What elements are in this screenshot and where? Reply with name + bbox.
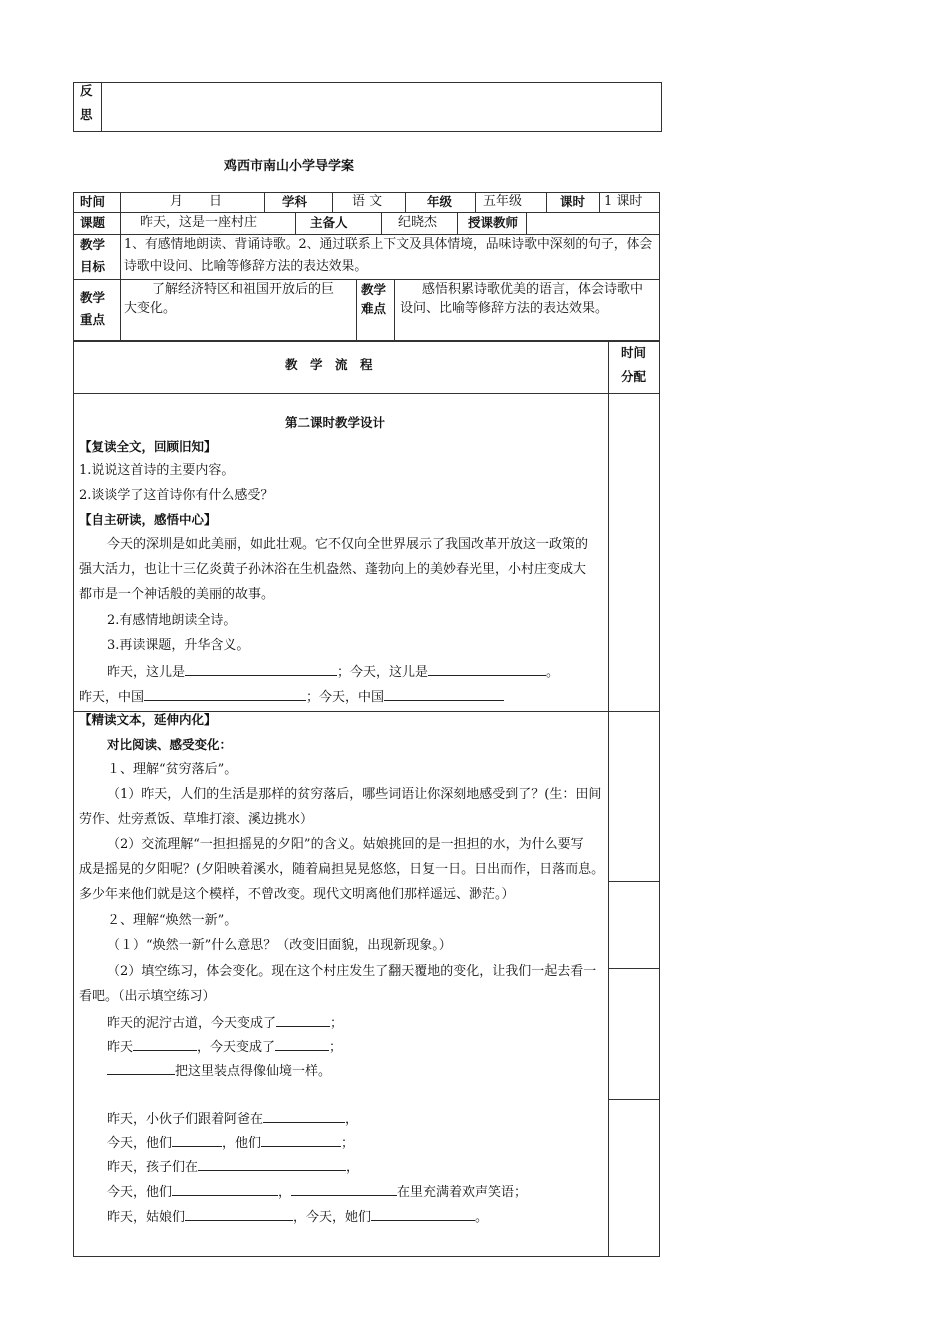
- exercise-line-3: 把这里装点得像仙境一样。: [107, 1062, 331, 1081]
- section1-para-line-2: 强大活力，也让十三亿炎黄子孙沐浴在生机盎然、蓬勃向上的美妙春光里，小村庄变成大: [79, 562, 587, 577]
- reflection-label-1: 反: [80, 83, 93, 98]
- fill-blank[interactable]: [185, 1208, 293, 1221]
- exercise-line-1: 昨天的泥泞古道，今天变成了 ；: [107, 1016, 344, 1031]
- section1-step-2: 2.有感情地朗读全诗。: [107, 613, 237, 628]
- fill-blank[interactable]: [371, 1208, 475, 1221]
- exercise-line-6: 昨天，孩子们在 ，: [107, 1160, 360, 1175]
- time-alloc-label-1: 时间: [621, 345, 647, 360]
- subject-value: 语 文: [352, 194, 383, 209]
- section1-heading-review: 【复读全文，回顾旧知】: [79, 439, 217, 454]
- time-value: 月 日: [170, 194, 223, 209]
- section2-item-1b-line-3: 多少年来他们就是这个模样，不曾改变。现代文明离他们那样遥远、渺茫。）: [79, 887, 515, 902]
- fill-blank[interactable]: [144, 688, 306, 701]
- time-alloc-label-2: 分配: [621, 369, 647, 384]
- fill-blank[interactable]: [275, 1038, 329, 1051]
- fill-blank[interactable]: [384, 688, 504, 701]
- goal-label-1: 教学: [80, 237, 106, 252]
- topic-label: 课题: [80, 215, 106, 230]
- difficulty-label-1: 教学: [361, 282, 387, 297]
- section2-heading: 【精读文本，延伸内化】: [79, 712, 217, 727]
- flow-header: 教 学 流 程: [285, 357, 373, 372]
- difficulty-label-2: 难点: [361, 301, 387, 316]
- reflection-divider: [101, 82, 102, 132]
- section1-heading-study: 【自主研读，感悟中心】: [79, 512, 217, 527]
- section2-item-2b-line-2: 看吧。（出示填空练习）: [79, 989, 216, 1004]
- fill-blank[interactable]: [276, 1014, 330, 1027]
- key-label-1: 教学: [80, 290, 106, 305]
- fill-blank[interactable]: [107, 1062, 175, 1075]
- period-value: 1 课时: [604, 194, 643, 209]
- section1-para-line-3: 都市是一个神话般的美丽的故事。: [79, 587, 275, 602]
- grade-value: 五年级: [483, 194, 523, 209]
- subject-label: 学科: [282, 194, 308, 209]
- section1-title: 第二课时教学设计: [285, 415, 386, 430]
- reflection-label-2: 思: [80, 107, 93, 122]
- fill-blank[interactable]: [428, 663, 546, 676]
- exercise-line-7: 今天，他们 ， 在里充满着欢声笑语；: [107, 1185, 528, 1200]
- time-column-divider: [608, 341, 609, 1257]
- fill-blank[interactable]: [172, 1134, 222, 1147]
- section2-item-2: ２、理解“焕然一新”。: [107, 913, 238, 928]
- section2-item-1b-line-2: 成是摇晃的夕阳呢？(夕阳映着溪水，随着扁担晃晃悠悠，日复一日。日出而作，日落而息。: [79, 862, 605, 877]
- difficulty-line-2: 设问、比喻等修辞方法的表达效果。: [400, 301, 609, 316]
- fill-blank[interactable]: [291, 1183, 397, 1196]
- difficulty-line-1: 感悟积累诗歌优美的语言，体会诗歌中: [422, 282, 644, 297]
- fill-blank[interactable]: [172, 1183, 278, 1196]
- section2-item-1b-line-1: （2）交流理解“一担担摇晃的夕阳”的含义。姑娘挑回的是一担担的水，为什么要写: [107, 837, 584, 852]
- section1-question-2: 2.谈谈学了这首诗你有什么感受？: [79, 488, 274, 503]
- time-label: 时间: [80, 194, 106, 209]
- goal-label-2: 目标: [80, 259, 106, 274]
- section1-question-1: 1.说说这首诗的主要内容。: [79, 463, 235, 478]
- key-line-1: 了解经济特区和祖国开放后的巨: [152, 282, 335, 297]
- key-label-2: 重点: [80, 312, 106, 327]
- section2-item-2b-line-1: （2）填空练习，体会变化。现在这个村庄发生了翻天覆地的变化，让我们一起去看一: [107, 964, 597, 979]
- period-label: 课时: [560, 194, 586, 209]
- key-line-2: 大变化。: [124, 301, 177, 316]
- page-title: 鸡西市南山小学导学案: [224, 159, 355, 174]
- reflection-table: [73, 82, 662, 132]
- fill-blank[interactable]: [185, 663, 337, 676]
- teacher-label: 授课教师: [468, 215, 519, 230]
- section2-item-1a-line-1: （1）昨天，人们的生活是那样的贫穷落后，哪些词语让你深刻地感受到了？(生：田间: [107, 787, 602, 802]
- section1-step-3: 3.再读课题，升华含义。: [107, 638, 250, 653]
- fill-blank[interactable]: [198, 1158, 346, 1171]
- preparer-label: 主备人: [310, 215, 348, 230]
- section2-subheading: 对比阅读、感受变化：: [107, 737, 233, 752]
- exercise-line-2: 昨天 ，今天变成了 ；: [107, 1040, 343, 1055]
- section2-item-2a: （１）“焕然一新”什么意思？（改变旧面貌，出现新现象。）: [107, 938, 452, 953]
- exercise-line-5: 今天，他们 ，他们 ；: [107, 1136, 355, 1151]
- goal-line-1: 1、有感情地朗读、背诵诗歌。2、通过联系上下文及具体情境，品味诗歌中深刻的句子，体会: [124, 237, 653, 252]
- exercise-line-8: 昨天，姑娘们 ，今天，她们 。: [107, 1210, 489, 1225]
- section1-para-line-1: 今天的深圳是如此美丽，如此壮观。它不仅向全世界展示了我国改革开放这一政策的: [107, 537, 589, 552]
- fill-line-2: 昨天，中国 ；今天，中国: [79, 688, 504, 707]
- fill-blank[interactable]: [263, 1110, 345, 1123]
- fill-blank[interactable]: [133, 1038, 197, 1051]
- goal-line-2: 诗歌中设问、比喻等修辞方法的表达效果。: [124, 259, 368, 274]
- section2-item-1: １、理解“贫穷落后”。: [107, 762, 238, 777]
- topic-value: 昨天，这是一座村庄: [140, 215, 258, 230]
- grade-label: 年级: [427, 194, 453, 209]
- preparer-value: 纪晓杰: [398, 215, 438, 230]
- exercise-line-4: 昨天，小伙子们跟着阿爸在 ，: [107, 1112, 359, 1127]
- section2-item-1a-line-2: 劳作、灶旁煮饭、草堆打滚、溪边挑水）: [79, 812, 314, 827]
- fill-line-1: 昨天，这儿是 ；今天，这儿是 。: [107, 665, 560, 680]
- fill-blank[interactable]: [261, 1134, 341, 1147]
